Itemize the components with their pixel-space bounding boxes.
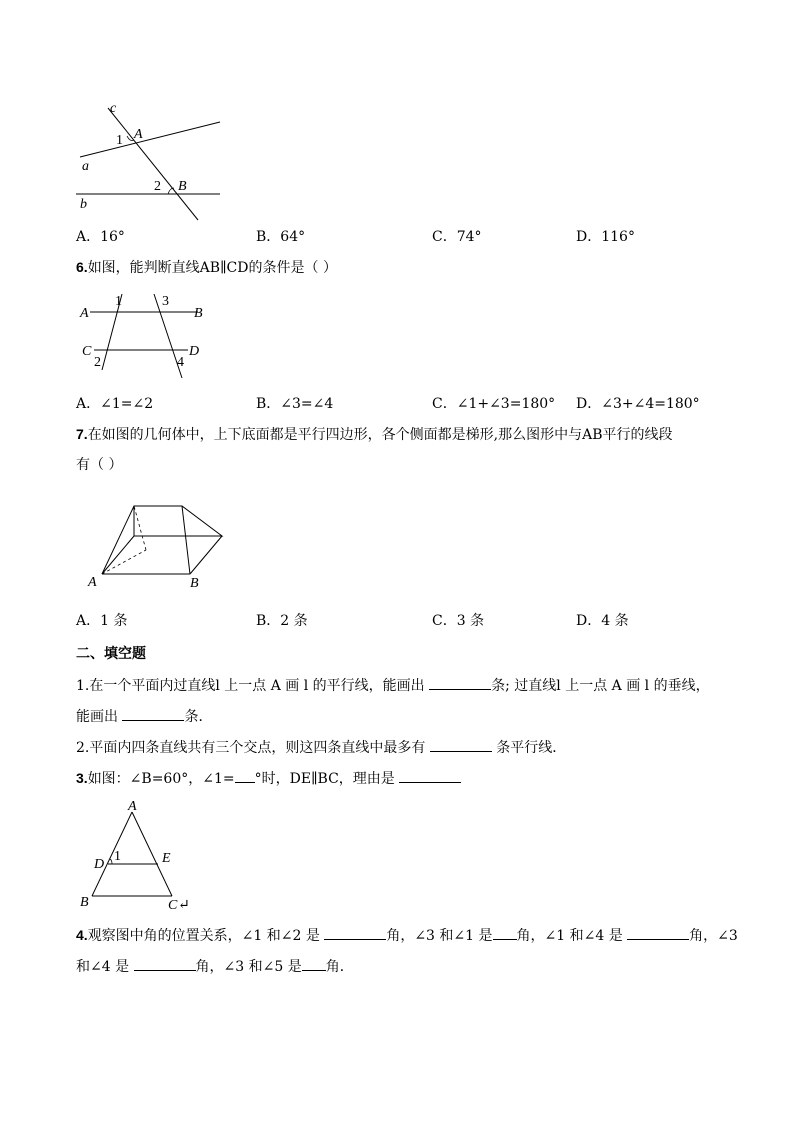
- label-a: a: [82, 159, 89, 174]
- question-text: 角，∠3 和∠1 是: [386, 928, 493, 944]
- line-c: [108, 108, 198, 220]
- answer-blank[interactable]: [429, 675, 491, 690]
- angle-1-arc: [110, 859, 112, 864]
- answer-blank[interactable]: [430, 737, 492, 752]
- side-edge-front-right: [182, 506, 190, 574]
- hidden-edge-1: [102, 550, 146, 574]
- q5-option-d[interactable]: D．116°: [576, 229, 635, 245]
- label-2: 2: [94, 355, 101, 370]
- section-heading: 二、填空题: [76, 646, 146, 662]
- answer-blank[interactable]: [324, 925, 386, 940]
- answer-blank[interactable]: [493, 925, 517, 940]
- label-B: B: [80, 895, 89, 910]
- question-text: 如图：∠B=60°，∠1=: [87, 771, 235, 787]
- question-text: 观察图中角的位置关系，∠1 和∠2 是: [87, 928, 325, 944]
- label-2: 2: [154, 179, 161, 194]
- fill-question-2: [76, 737, 566, 758]
- label-B: B: [194, 306, 203, 321]
- q5-option-a[interactable]: A．16°: [76, 229, 125, 245]
- question-7-line-2: 有（ ）: [76, 457, 123, 473]
- side-AB: [92, 812, 132, 896]
- label-c: c: [110, 101, 117, 116]
- question-text: 条平行线．: [491, 740, 567, 756]
- q6-option-b[interactable]: B．∠3=∠4: [256, 396, 334, 412]
- question-number: 2.: [76, 740, 90, 756]
- question-text: 角，∠3 和∠5 是: [195, 959, 302, 975]
- label-D: D: [94, 857, 105, 872]
- label-C: C: [168, 898, 178, 913]
- question-text: 和∠4 是: [76, 959, 134, 975]
- label-1: 1: [114, 849, 121, 864]
- figure-q5: [70, 98, 230, 230]
- answer-blank[interactable]: [627, 925, 689, 940]
- label-B: B: [178, 179, 187, 194]
- question-7-line-1: [76, 424, 673, 445]
- question-text: 在一个平面内过直线l 上一点 A 画 l 的平行线，能画出: [89, 678, 430, 694]
- answer-blank[interactable]: [399, 768, 461, 783]
- question-text: 在如图的几何体中，上下底面都是平行四边形，各个侧面都是梯形,那么图形中与AB平行的线段: [87, 427, 673, 443]
- question-text: 条．: [184, 709, 213, 725]
- q5-option-b[interactable]: B．64°: [256, 229, 306, 245]
- answer-blank[interactable]: [235, 768, 255, 783]
- q5-option-c[interactable]: C．74°: [432, 229, 482, 245]
- label-D: D: [189, 344, 200, 359]
- q7-option-a[interactable]: A．1 条: [76, 613, 128, 629]
- figure-fill-q3: [76, 800, 188, 912]
- question-text: °时，DE∥BC，理由是: [254, 771, 400, 787]
- side-edge-front-left: [102, 536, 134, 574]
- q6-option-a[interactable]: A．∠1=∠2: [76, 396, 154, 412]
- question-number: 4.: [76, 927, 88, 943]
- line-a: [80, 122, 220, 157]
- label-A: A: [128, 799, 137, 814]
- q6-option-d[interactable]: D．∠3+∠4=180°: [576, 396, 700, 412]
- figure-q6: [72, 288, 218, 384]
- side-edge-left: [102, 506, 134, 574]
- question-6: [76, 257, 337, 278]
- question-text: 能画出: [76, 709, 123, 725]
- side-edge-right: [190, 536, 222, 574]
- label-B: B: [190, 576, 199, 591]
- label-b: b: [80, 197, 87, 212]
- answer-blank[interactable]: [134, 956, 196, 971]
- label-1: 1: [115, 294, 122, 309]
- question-number: 7.: [76, 426, 88, 442]
- question-number: 6.: [76, 259, 88, 275]
- label-3: 3: [162, 294, 169, 309]
- question-text: 条; 过直线l 上一点 A 画 l 的垂线，: [491, 678, 710, 694]
- label-A: A: [134, 127, 143, 142]
- question-text: 如图，能判断直线AB∥CD的条件是（ ）: [87, 260, 337, 276]
- question-text: 角，∠3: [689, 928, 738, 944]
- fill-question-1-line-1: [76, 675, 710, 696]
- label-A: A: [88, 575, 97, 590]
- fill-question-3: [76, 768, 461, 789]
- q6-option-c[interactable]: C．∠1+∠3=180°: [432, 396, 556, 412]
- question-text: 平面内四条直线共有三个交点，则这四条直线中最多有: [89, 740, 430, 756]
- question-number: 1.: [76, 678, 90, 694]
- label-C: C: [82, 344, 92, 359]
- fill-question-1-line-2: [76, 706, 212, 727]
- return-mark: ↵: [178, 898, 190, 913]
- q7-option-c[interactable]: C．3 条: [432, 613, 485, 629]
- question-text: 角．: [325, 959, 354, 975]
- answer-blank[interactable]: [122, 706, 184, 721]
- top-face: [134, 506, 222, 536]
- question-text: 角，∠1 和∠4 是: [516, 928, 628, 944]
- label-4: 4: [177, 355, 184, 370]
- fill-question-4-line-2: [76, 956, 354, 977]
- figure-q7: [86, 494, 226, 592]
- label-A: A: [80, 306, 89, 321]
- question-number: 3.: [76, 770, 88, 786]
- label-1: 1: [116, 133, 123, 148]
- label-E: E: [162, 851, 171, 866]
- q7-option-d[interactable]: D．4 条: [576, 613, 629, 629]
- fill-question-4-line-1: [76, 925, 738, 946]
- hidden-edge-2: [134, 506, 146, 550]
- q7-option-b[interactable]: B．2 条: [256, 613, 308, 629]
- answer-blank[interactable]: [302, 956, 326, 971]
